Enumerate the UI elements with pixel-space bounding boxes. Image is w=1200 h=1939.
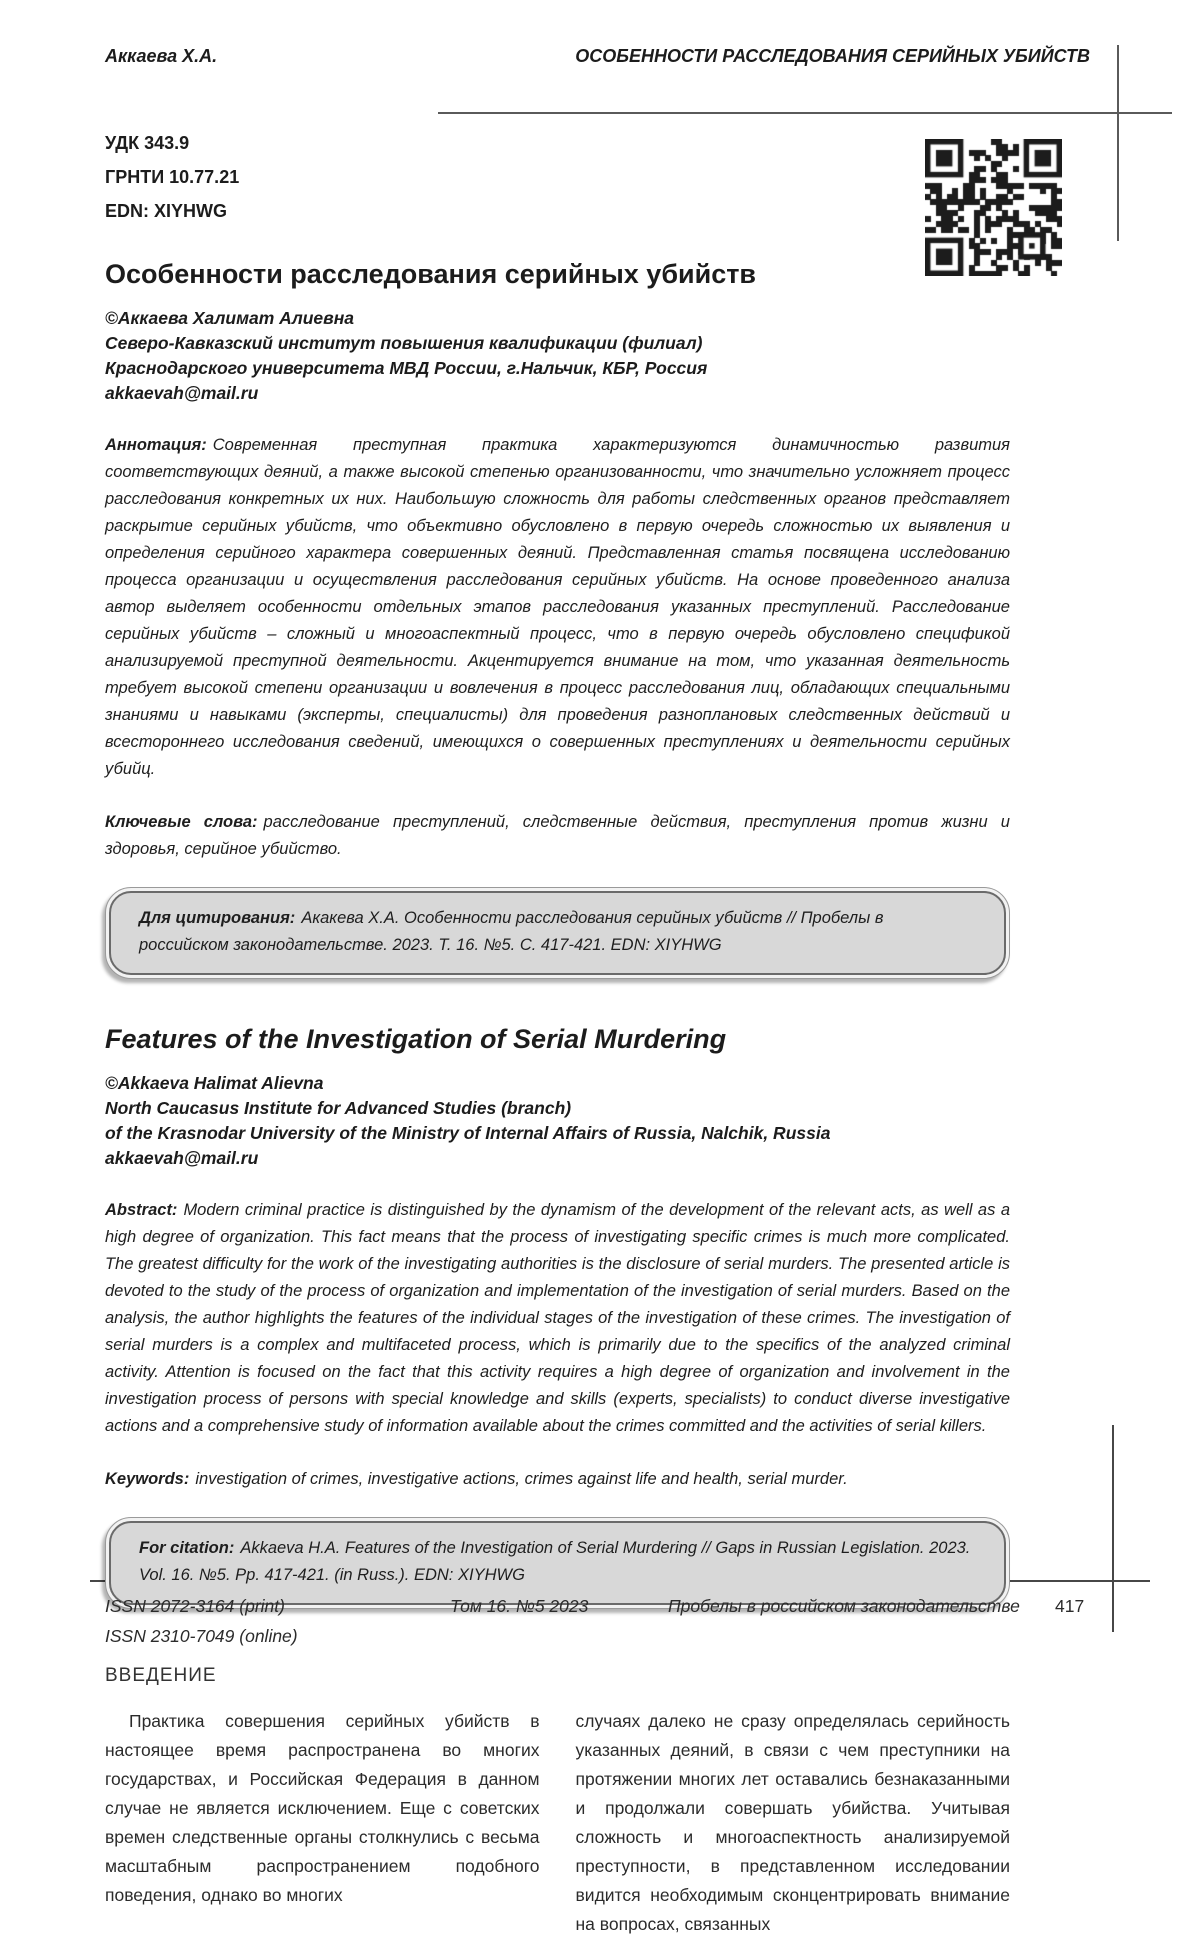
affiliation-ru-line2: Краснодарского университета МВД России, г.Нальчик, КБР, Россия <box>105 358 708 378</box>
article-body <box>105 0 1010 1939</box>
header-vertical-rule <box>1117 45 1119 241</box>
introduction-heading: ВВЕДЕНИЕ <box>105 1665 217 1686</box>
journal-name: Пробелы в российском законодательстве <box>668 1596 1020 1616</box>
author-block-en <box>105 1071 1010 1171</box>
author-email-en: akkaevah@mail.ru <box>105 1148 259 1168</box>
article-title-ru: Особенности расследования серийных убийств <box>105 259 757 289</box>
author-email-ru: akkaevah@mail.ru <box>105 383 259 403</box>
citation-ru-text: Акакева Х.А. Особенности расследования серийных убийств // Пробелы в российском законодательстве. 2023. Т. 16. №5. С. 417-421. EDN: XIYHWG <box>139 909 884 954</box>
issn-print: ISSN 2072-3164 (print) <box>105 1596 285 1616</box>
citation-en-text: Akkaeva H.A. Features of the Investigation of Serial Murdering // Gaps in Russian Legislation. 2023. Vol. 16. №5. Pp. 417-421. (in Russ.). EDN: XIYHWG <box>139 1539 971 1584</box>
citation-box-ru <box>105 887 1010 979</box>
introduction-column-left: Практика совершения серийных убийств в настоящее время распространена во многих государствах, и Российская Федерация в данном случае не является исключением. Еще с советских времен следственные органы столкнулись с весьма масштабным распространением подобного поведения, однако во многих <box>105 1711 540 1905</box>
affiliation-en-line2: of the Krasnodar University of the Ministry of Internal Affairs of Russia, Nalchik, Russia <box>105 1123 831 1143</box>
keywords-en-text: investigation of crimes, investigative actions, crimes against life and health, serial murder. <box>195 1470 848 1488</box>
author-name-ru: ©Аккаева Халимат Алиевна <box>105 308 354 328</box>
grnti-code: ГРНТИ 10.77.21 <box>105 167 240 187</box>
running-head-title: ОСОБЕННОСТИ РАССЛЕДОВАНИЯ СЕРИЙНЫХ УБИЙСТВ <box>575 46 1090 66</box>
affiliation-ru-line1: Северо-Кавказский институт повышения квалификации (филиал) <box>105 333 703 353</box>
introduction-columns <box>105 1707 1010 1939</box>
abstract-en-text: Modern criminal practice is distinguished by the dynamism of the development of the relevant acts, as well as a high degree of organization. This fact means that the process of investigating specific crimes is much more complicated. The greatest difficulty for the work of the investigating authorities is the disclosure of serial murders. The presented article is devoted to the study of the process of organization and implementation of the investigation of serial murders. Based on the analysis, the author highlights the features of the individual stages of the investigation of these crimes. The investigation of serial murders is a complex and multifaceted process, which is primarily due to the specifics of the analyzed criminal activity. Attention is focused on the fact that this activity requires a high degree of organization and involvement in the investigation process of persons with special knowledge and skills (experts, specialists) to conduct diverse investigative actions and a comprehensive study of information available about the crimes committed and the activities of serial killers. <box>105 1201 1010 1435</box>
footer-vertical-rule <box>1112 1425 1114 1632</box>
author-block-ru <box>105 306 1010 406</box>
volume-info: Том 16. №5 2023 <box>450 1596 589 1616</box>
citation-box-ru-inner <box>109 891 1006 975</box>
citation-ru-label: Для цитирования: <box>139 909 296 927</box>
page-number: 417 <box>1055 1596 1085 1616</box>
running-head-author: Аккаева Х.А. <box>105 46 218 66</box>
affiliation-en-line1: North Caucasus Institute for Advanced Studies (branch) <box>105 1098 572 1118</box>
keywords-ru <box>105 809 1010 863</box>
keywords-en-label: Keywords: <box>105 1470 190 1488</box>
abstract-ru-label: Аннотация: <box>105 436 207 454</box>
abstract-ru-text: Современная преступная практика характеризуются динамичностью развития соответствующих деяний, а также высокой степенью организованности, что значительно усложняет процесс расследования конкретных их них. Наибольшую сложность для работы следственных органов представляет раскрытие серийных убийств, что объективно обусловлено в первую очередь сложностью их выявления и определения серийного характера совершенных деяний. Представленная статья посвящена исследованию процесса организации и осуществления расследования серийных убийств. На основе проведенного анализа автор выделяет особенности отдельных этапов расследования указанных преступлений. Расследование серийных убийств – сложный и многоаспектный процесс, что в первую очередь обусловлено спецификой анализируемой преступной деятельности. Акцентируется внимание на том, что указанная деятельность требует высокой степени организации и вовлечения в процесс расследования лиц, обладающих специальными знаниями и навыками (эксперты, специалисты) для проведения разноплановых следственных действий и всестороннего исследования сведений, имеющихся о совершенных преступлениях и деятельности серийных убийц. <box>105 436 1010 778</box>
abstract-ru <box>105 432 1010 783</box>
citation-box-en-inner <box>109 1521 1006 1605</box>
abstract-en-label: Abstract: <box>105 1201 178 1219</box>
author-name-en: ©Akkaeva Halimat Alievna <box>105 1073 324 1093</box>
keywords-ru-text: расследование преступлений, следственные действия, преступления против жизни и здоровья, серийное убийство. <box>105 813 1010 858</box>
introduction-column-right: случаях далеко не сразу определялась серийность указанных деяний, в связи с чем преступники на протяжении многих лет оставались безнаказанными и продолжали совершать убийства. Учитывая сложность и многоаспектность анализируемой преступности, в представленном исследовании видится необходимым сконцентрировать внимание на вопросах, связанных <box>575 1711 1010 1934</box>
keywords-ru-label: Ключевые слова: <box>105 813 258 831</box>
issn-online: ISSN 2310-7049 (online) <box>105 1626 298 1646</box>
citation-en-label: For citation: <box>139 1539 235 1557</box>
article-title-en: Features of the Investigation of Serial Murdering <box>105 1024 727 1054</box>
abstract-en <box>105 1197 1010 1440</box>
classification-block <box>105 126 1010 228</box>
edn-code: EDN: XIYHWG <box>105 201 228 221</box>
udk-code: УДК 343.9 <box>105 133 190 153</box>
keywords-en <box>105 1466 1010 1493</box>
